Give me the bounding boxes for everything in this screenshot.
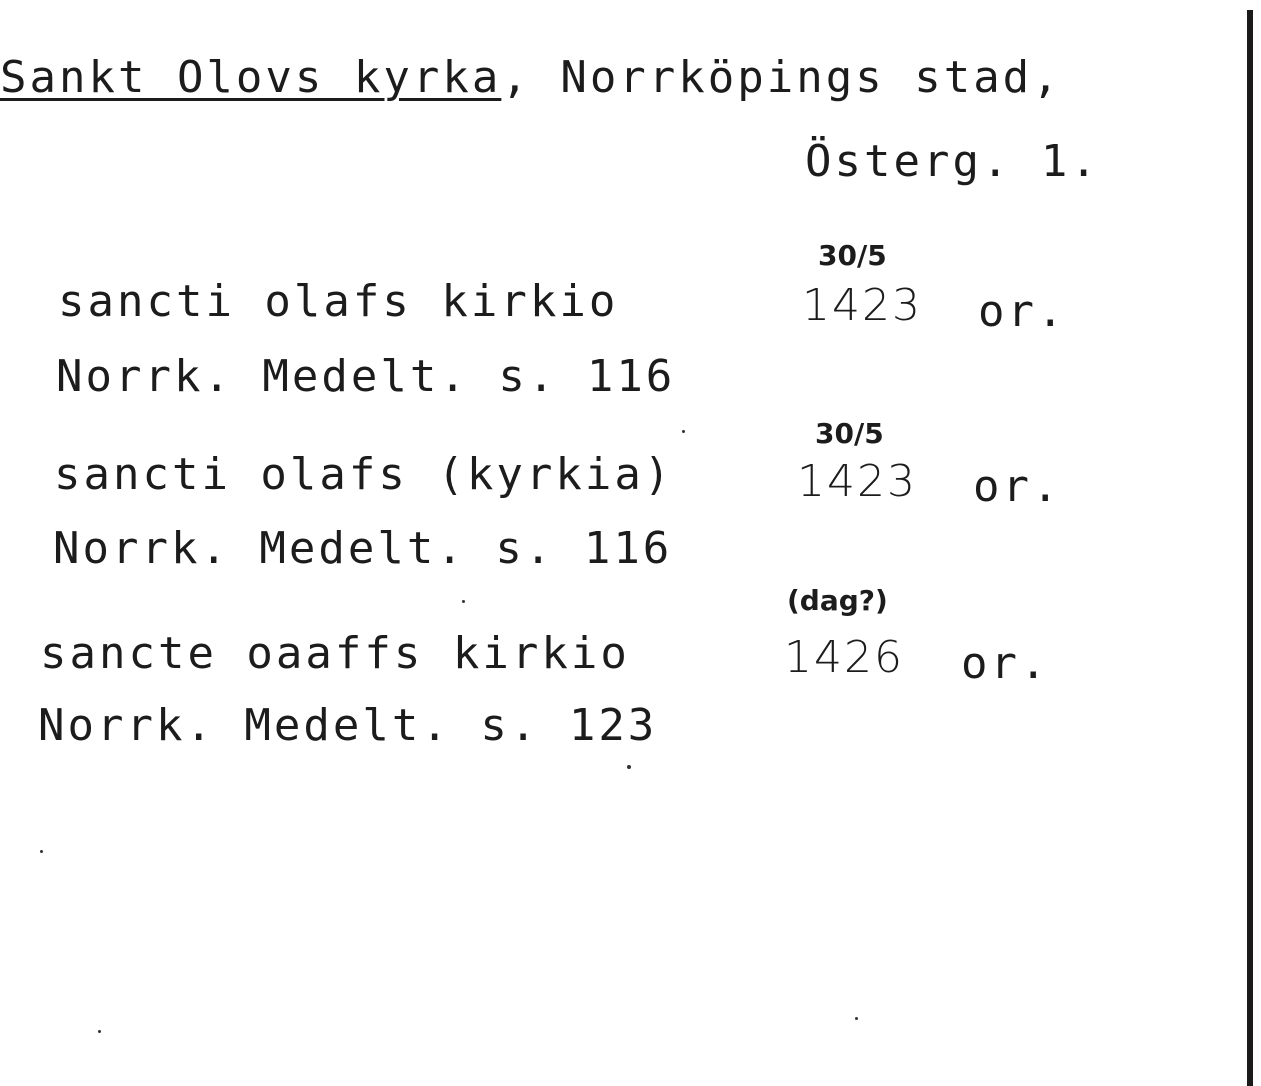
year: 1426	[784, 632, 904, 683]
scan-speck	[855, 1017, 858, 1020]
date-note: 30/5	[815, 417, 884, 450]
date-note: 30/5	[818, 239, 887, 272]
name-form: sancti olafs kirkio	[58, 276, 619, 327]
card-edge	[1247, 10, 1253, 1086]
reference: Norrk. Medelt. s. 116	[53, 523, 673, 574]
year: 1423	[802, 280, 922, 331]
source-type: or.	[978, 286, 1067, 337]
source-type: or.	[973, 461, 1062, 512]
scan-speck	[682, 430, 685, 433]
name-form: sancte oaaffs kirkio	[40, 628, 630, 679]
date-note: (dag?)	[787, 584, 888, 617]
scan-speck	[627, 765, 631, 769]
scan-speck	[40, 850, 43, 853]
source-type: or.	[961, 638, 1050, 689]
year: 1423	[797, 456, 917, 507]
place-name: Sankt Olovs kyrka	[0, 52, 502, 103]
name-form: sancti olafs (kyrkia)	[54, 449, 674, 500]
region-code: Österg. 1.	[805, 136, 1100, 187]
reference: Norrk. Medelt. s. 116	[56, 351, 676, 402]
reference: Norrk. Medelt. s. 123	[38, 700, 658, 751]
scan-speck	[98, 1030, 101, 1033]
place-rest: , Norrköpings stad,	[501, 52, 1062, 103]
scan-speck	[462, 600, 465, 603]
card-header	[0, 52, 1062, 103]
